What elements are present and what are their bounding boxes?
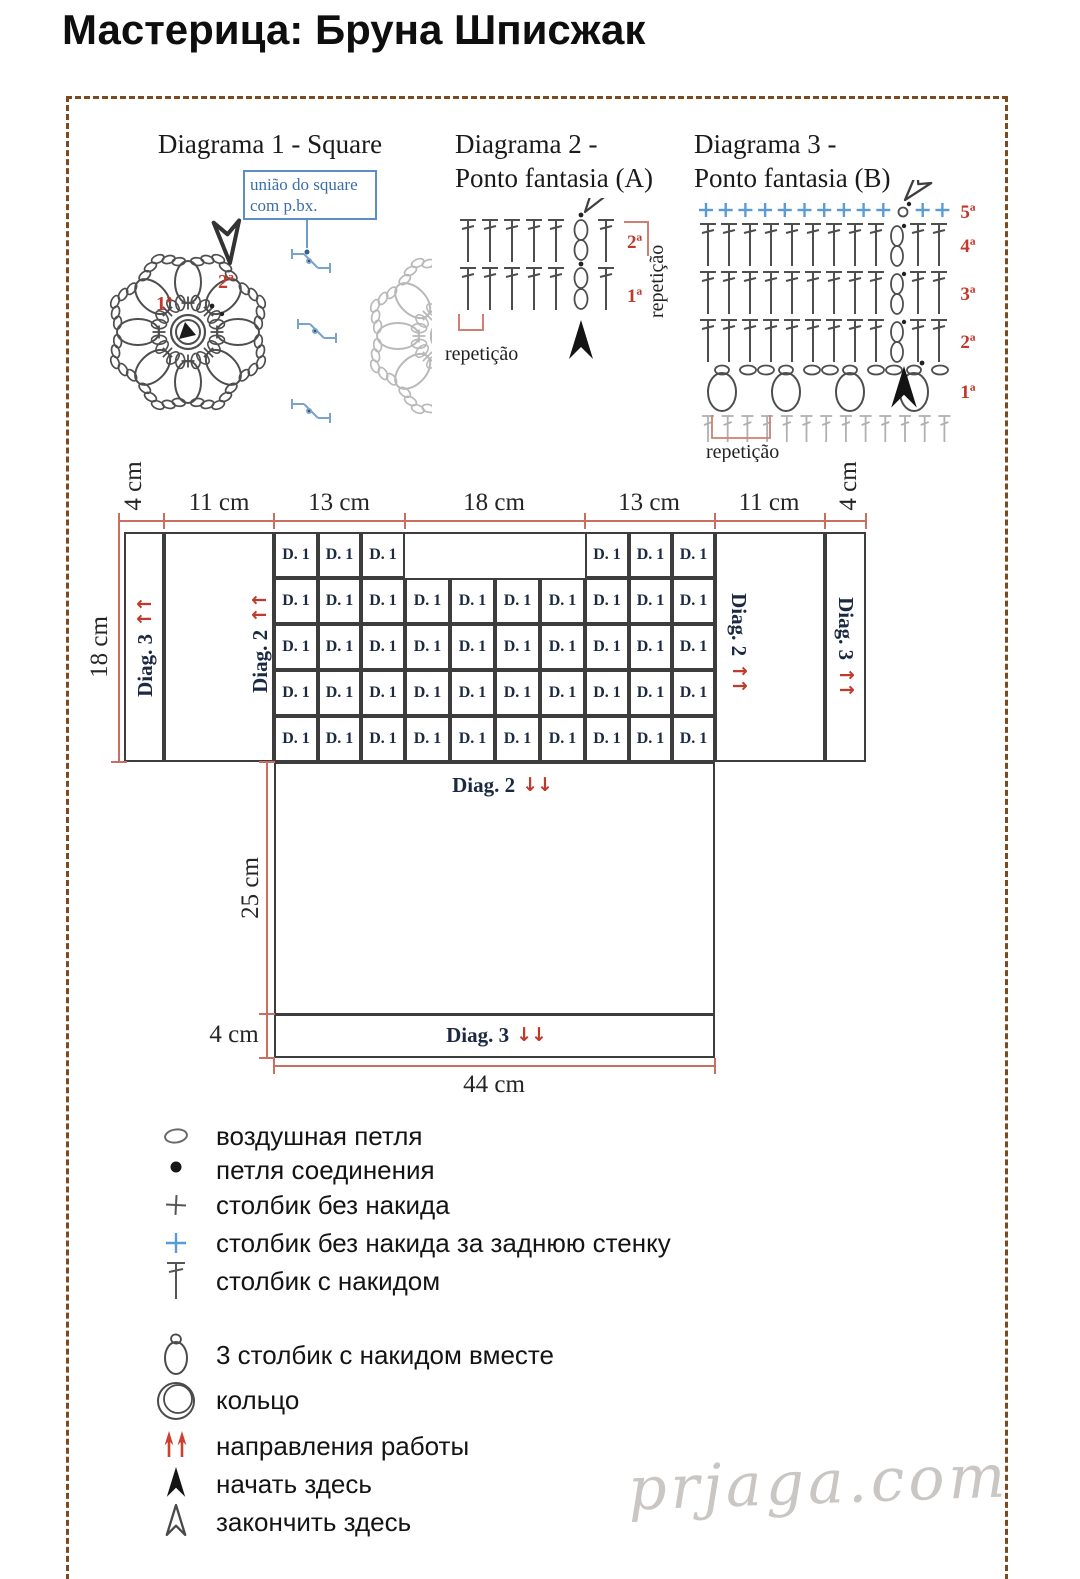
svg-text:repetição: repetição xyxy=(445,343,519,365)
svg-text:repetição: repetição xyxy=(646,244,668,318)
label-text: Diag. 3 xyxy=(446,1022,510,1047)
label-text: Diag. 3 xyxy=(834,597,859,661)
grid-cell: D. 1 xyxy=(274,578,318,624)
grid-cell: D. 1 xyxy=(629,624,672,670)
legend-label: петля соединения xyxy=(216,1154,435,1185)
grid-cell: D. 1 xyxy=(495,716,540,762)
legend-label: 3 столбик с накидом вместе xyxy=(216,1339,554,1370)
legend-item xyxy=(150,1224,671,1262)
legend-item xyxy=(150,1427,469,1465)
measure-13cm-left: 13 cm xyxy=(308,489,370,516)
measure-13cm-right: 13 cm xyxy=(618,489,680,516)
grid-cell: D. 1 xyxy=(405,716,450,762)
grid-cell: D. 1 xyxy=(540,716,585,762)
cluster-3dc-icon xyxy=(152,1332,200,1378)
grid-cell: D. 1 xyxy=(672,624,715,670)
up-arrows-icon: ↑↑ xyxy=(134,597,156,627)
grid-cell: D. 1 xyxy=(629,716,672,762)
diagram3-title-line2: Ponto fantasia (B) xyxy=(694,163,891,193)
svg-text:5ª: 5ª xyxy=(960,202,976,223)
legend-item xyxy=(150,1330,554,1380)
svg-text:1ª: 1ª xyxy=(627,286,643,307)
grid-cell: D. 1 xyxy=(405,624,450,670)
measure-18cm-side: 18 cm xyxy=(86,616,113,678)
cluster-3dc-icon-wrap xyxy=(150,1332,202,1378)
label-text: Diag. 2 xyxy=(727,593,752,657)
grid-cell: D. 1 xyxy=(361,578,405,624)
grid-cell: D. 1 xyxy=(585,532,629,578)
diagram3-stitch-art xyxy=(692,180,985,462)
square-join-icon xyxy=(292,399,330,423)
square-join-callout xyxy=(243,170,377,220)
svg-text:3ª: 3ª xyxy=(960,284,976,305)
grid-cell: D. 1 xyxy=(672,532,715,578)
grid-cell: D. 1 xyxy=(585,670,629,716)
grid-cell: D. 1 xyxy=(361,716,405,762)
label-text: Diag. 3 xyxy=(132,633,157,697)
label-diag3-down xyxy=(411,1020,581,1050)
legend-label: кольцо xyxy=(216,1384,300,1415)
finish-here-icon-wrap xyxy=(150,1499,202,1545)
grid-cell: D. 1 xyxy=(585,578,629,624)
label-text: Diag. 2 xyxy=(247,629,272,693)
measure-25cm: 25 cm xyxy=(237,857,264,919)
grid-cell: D. 1 xyxy=(450,578,495,624)
svg-text:1ª: 1ª xyxy=(156,293,172,315)
legend-label: закончить здесь xyxy=(216,1506,412,1537)
label-diag3-up-left xyxy=(130,562,160,732)
grid-cell: D. 1 xyxy=(318,670,361,716)
callout-line1: união do square xyxy=(250,175,358,194)
page-title: Мастерица: Бруна Шписжак xyxy=(62,6,646,53)
grid-cell: D. 1 xyxy=(274,716,318,762)
grid-outline xyxy=(124,532,866,762)
legend-label: начать здесь xyxy=(216,1468,372,1499)
ring-icon xyxy=(152,1377,200,1423)
grid-cell: D. 1 xyxy=(672,716,715,762)
grid-cell: D. 1 xyxy=(361,532,405,578)
diagram2-title-line2: Ponto fantasia (A) xyxy=(455,163,653,193)
grid-cell: D. 1 xyxy=(629,532,672,578)
grid-cell: D. 1 xyxy=(274,670,318,716)
down-arrows-icon: ↓↓ xyxy=(516,1024,546,1046)
finish-here-icon xyxy=(152,1499,200,1545)
measure-18cm-center: 18 cm xyxy=(463,489,525,516)
grid-cell: D. 1 xyxy=(274,624,318,670)
grid-cell: D. 1 xyxy=(672,670,715,716)
grid-cell: D. 1 xyxy=(450,624,495,670)
legend-item xyxy=(150,1465,372,1503)
grid-cell: D. 1 xyxy=(318,532,361,578)
square-join-icon xyxy=(298,319,336,343)
measure-4cm-top-right: 4 cm xyxy=(835,461,862,511)
label-diag2-up-right xyxy=(724,558,754,728)
measure-4cm-top-left: 4 cm xyxy=(120,461,147,511)
grid-cell: D. 1 xyxy=(540,578,585,624)
grid-cell: D. 1 xyxy=(540,624,585,670)
grid-cell: D. 1 xyxy=(405,578,450,624)
grid-cell: D. 1 xyxy=(629,670,672,716)
measure-4cm-strip: 4 cm xyxy=(209,1021,259,1048)
up-arrows-icon: ↑↑ xyxy=(835,667,857,697)
grid-cell: D. 1 xyxy=(318,624,361,670)
grid-cell: D. 1 xyxy=(318,716,361,762)
grid-cell: D. 1 xyxy=(318,578,361,624)
legend-item xyxy=(150,1375,299,1425)
legend-label: столбик без накида xyxy=(216,1189,450,1220)
svg-text:repetição: repetição xyxy=(706,441,780,462)
flower-motif-neighbor xyxy=(369,257,432,415)
callout-line2: com p.bx. xyxy=(250,196,318,215)
diagram2-stitch-art xyxy=(443,198,671,388)
label-diag2-down xyxy=(417,770,587,800)
up-arrows-icon: ↑↑ xyxy=(728,663,750,693)
svg-text:2ª: 2ª xyxy=(218,271,234,293)
diagram1-title: Diagrama 1 - Square xyxy=(157,129,383,159)
grid-cell: D. 1 xyxy=(361,670,405,716)
measure-11cm-left: 11 cm xyxy=(188,489,250,516)
legend-item xyxy=(150,1262,440,1300)
square-join-icon xyxy=(292,249,330,273)
grid-cell: D. 1 xyxy=(672,578,715,624)
grid-cell: D. 1 xyxy=(585,624,629,670)
diagram2-title xyxy=(455,127,653,195)
grid-cell: D. 1 xyxy=(629,578,672,624)
diagram3-title-line1: Diagrama 3 - xyxy=(694,129,837,159)
grid-cell: D. 1 xyxy=(540,670,585,716)
legend-item xyxy=(150,1186,450,1224)
up-arrows-icon: ↑↑ xyxy=(249,593,271,623)
down-arrows-icon: ↓↓ xyxy=(522,774,552,796)
double-crochet-icon xyxy=(152,1258,200,1304)
grid-cell: D. 1 xyxy=(495,670,540,716)
svg-text:1ª: 1ª xyxy=(960,382,976,403)
legend-label: воздушная петля xyxy=(216,1120,423,1151)
label-text: Diag. 2 xyxy=(452,772,516,797)
legend-item xyxy=(150,1503,411,1541)
grid-cell: D. 1 xyxy=(361,624,405,670)
grid-cell: D. 1 xyxy=(405,670,450,716)
legend-label: направления работы xyxy=(216,1430,470,1461)
grid-cell: D. 1 xyxy=(495,578,540,624)
legend-label: столбик с накидом xyxy=(216,1265,441,1296)
grid-cell: D. 1 xyxy=(450,716,495,762)
label-diag2-up-left xyxy=(245,558,275,728)
watermark: prjaga.com xyxy=(626,1441,1011,1525)
measure-11cm-right: 11 cm xyxy=(738,489,800,516)
grid-cell: D. 1 xyxy=(450,670,495,716)
double-crochet-icon-wrap xyxy=(150,1258,202,1304)
ring-icon-wrap xyxy=(150,1377,202,1423)
svg-text:4ª: 4ª xyxy=(960,236,976,257)
label-diag3-up-right xyxy=(831,562,861,732)
svg-text:2ª: 2ª xyxy=(960,332,976,353)
svg-text:2ª: 2ª xyxy=(627,232,643,253)
grid-cell: D. 1 xyxy=(495,624,540,670)
grid-cell: D. 1 xyxy=(585,716,629,762)
grid-cell: D. 1 xyxy=(274,532,318,578)
legend-label: столбик без накида за заднюю стенку xyxy=(216,1227,671,1258)
diagram2-title-line1: Diagrama 2 - xyxy=(455,129,598,159)
measure-44cm: 44 cm xyxy=(463,1071,525,1098)
